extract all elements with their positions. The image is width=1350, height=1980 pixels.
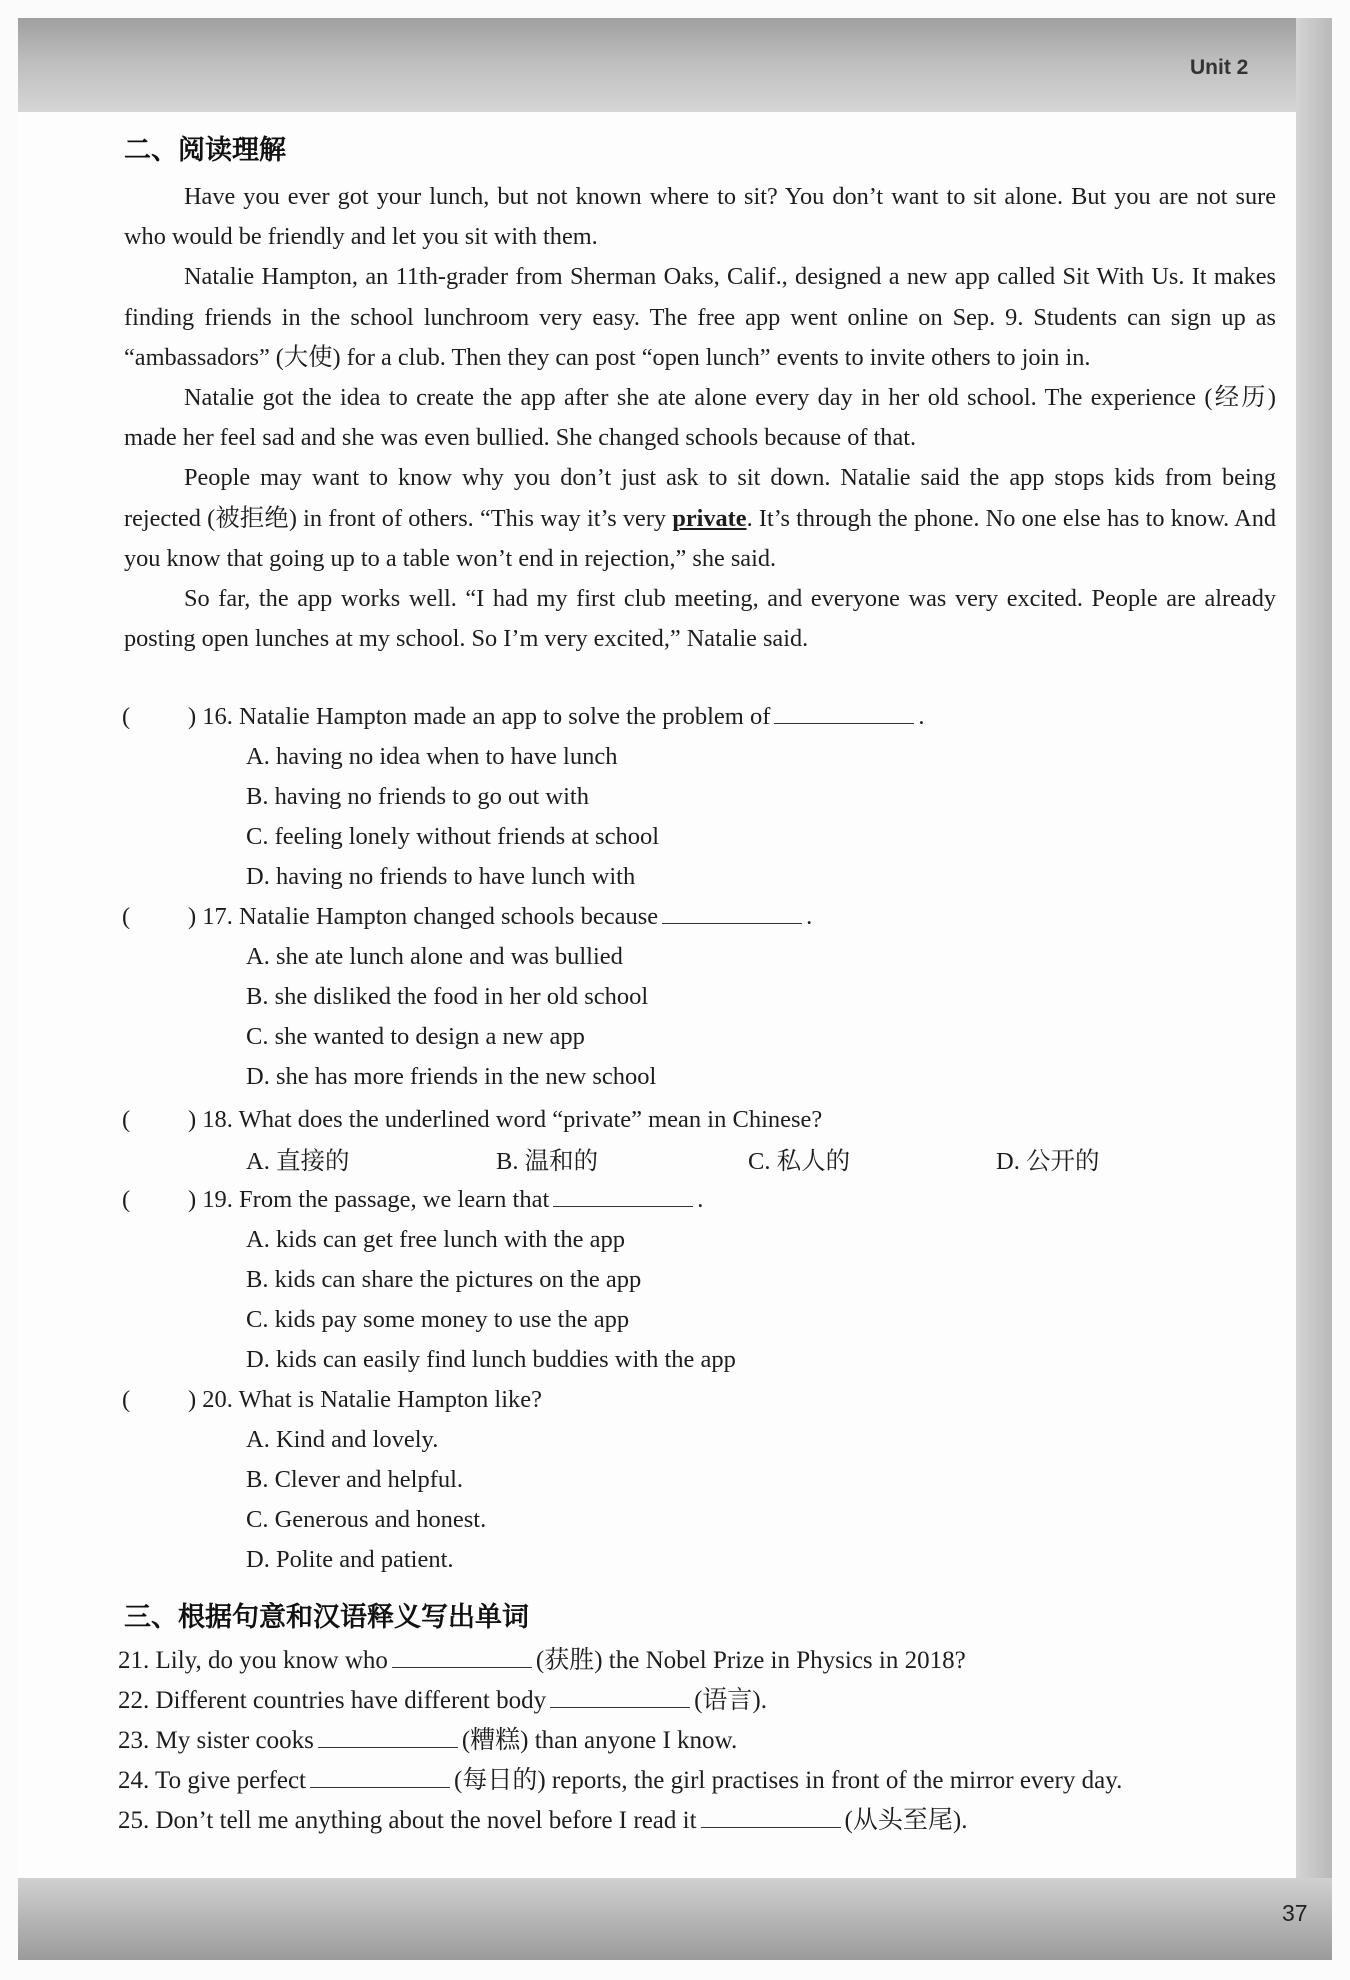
answer-blank[interactable] bbox=[392, 1641, 532, 1668]
answer-blank[interactable] bbox=[553, 1180, 693, 1207]
question-16 bbox=[122, 697, 925, 737]
answer-paren[interactable]: ( bbox=[122, 703, 131, 730]
fill-item-23 bbox=[118, 1721, 737, 1761]
question-16-option-c: C. feeling lonely without friends at school bbox=[246, 823, 660, 850]
paragraph-4-after: . It’s through the phone. No one else has to know. And you know that going up to a table won’t end in rejection,” she said. bbox=[124, 504, 1276, 572]
fill-item-24 bbox=[118, 1761, 1122, 1801]
question-16-option-b: B. having no friends to go out with bbox=[246, 783, 589, 810]
fill-item-hint: (语言). bbox=[694, 1687, 768, 1714]
answer-blank[interactable] bbox=[701, 1801, 841, 1828]
fill-item-hint: (获胜) the Nobel Prize in Physics in 2018? bbox=[535, 1647, 966, 1674]
answer-paren[interactable]: ( bbox=[122, 1386, 131, 1413]
question-16-option-a: A. having no idea when to have lunch bbox=[246, 743, 618, 770]
fill-item-text: 24. To give perfect bbox=[118, 1767, 307, 1794]
question-20-option-b: B. Clever and helpful. bbox=[246, 1466, 464, 1493]
answer-paren[interactable]: ( bbox=[122, 1106, 131, 1133]
paragraph-4-before: People may want to know why you don’t just ask to sit down. Natalie said the app stops kids from being rejected (被拒绝) in front of others. “This way it’s very bbox=[124, 464, 1276, 532]
question-16-option-d: D. having no friends to have lunch with bbox=[246, 863, 636, 890]
question-19-option-b: B. kids can share the pictures on the app bbox=[246, 1266, 642, 1293]
page-bottom-shadow bbox=[18, 1878, 1332, 1960]
page-right-shadow bbox=[1296, 18, 1332, 1878]
question-18-option-c: C. 私人的 bbox=[748, 1148, 851, 1175]
question-18-option-b: B. 温和的 bbox=[496, 1148, 599, 1175]
question-18-option-d: D. 公开的 bbox=[996, 1148, 1100, 1175]
question-18-option-a: A. 直接的 bbox=[246, 1148, 350, 1175]
question-19-option-c: C. kids pay some money to use the app bbox=[246, 1306, 630, 1333]
question-17-option-a: A. she ate lunch alone and was bullied bbox=[246, 943, 623, 970]
question-17-option-c: C. she wanted to design a new app bbox=[246, 1023, 585, 1050]
page-number: 37 bbox=[1282, 1900, 1308, 1926]
fill-item-text: 23. My sister cooks bbox=[118, 1727, 314, 1754]
question-17 bbox=[122, 897, 812, 937]
question-20-option-c: C. Generous and honest. bbox=[246, 1506, 487, 1533]
question-20 bbox=[122, 1380, 542, 1420]
question-17-option-b: B. she disliked the food in her old school bbox=[246, 983, 649, 1010]
passage-paragraph-4 bbox=[124, 458, 1276, 579]
fill-item-text: 25. Don’t tell me anything about the novel before I read it bbox=[118, 1807, 697, 1834]
answer-blank[interactable] bbox=[318, 1721, 458, 1748]
question-19-option-d: D. kids can easily find lunch buddies with the app bbox=[246, 1346, 736, 1373]
question-stem: ) 16. Natalie Hampton made an app to solve the problem of bbox=[188, 703, 771, 730]
underlined-word-private: private bbox=[672, 504, 747, 532]
question-end: . bbox=[697, 1186, 704, 1213]
question-end: . bbox=[918, 703, 925, 730]
fill-item-22 bbox=[118, 1681, 767, 1721]
answer-blank[interactable] bbox=[774, 697, 914, 724]
fill-item-hint: (每日的) reports, the girl practises in front of the mirror every day. bbox=[454, 1767, 1123, 1794]
answer-blank[interactable] bbox=[550, 1681, 690, 1708]
answer-paren[interactable]: ( bbox=[122, 1186, 131, 1213]
passage-paragraph-1: Have you ever got your lunch, but not known where to sit? You don’t want to sit alone. But you are not sure who would be friendly and let you sit with them. bbox=[124, 183, 1276, 251]
fill-item-25 bbox=[118, 1801, 967, 1841]
fill-item-21 bbox=[118, 1641, 966, 1681]
reading-passage bbox=[124, 177, 1276, 659]
section-2-title: 二、阅读理解 bbox=[124, 135, 286, 166]
question-stem: ) 18. What does the underlined word “private” mean in Chinese? bbox=[188, 1106, 823, 1133]
section-3-title: 三、根据句意和汉语释义写出单词 bbox=[124, 1602, 529, 1633]
fill-item-text: 21. Lily, do you know who bbox=[118, 1647, 388, 1674]
question-17-option-d: D. she has more friends in the new school bbox=[246, 1063, 657, 1090]
passage-paragraph-3: Natalie got the idea to create the app after she ate alone every day in her old school. The experience (经历) made her feel sad and she was even bullied. She changed schools because of that. bbox=[124, 384, 1276, 452]
question-20-option-a: A. Kind and lovely. bbox=[246, 1426, 439, 1453]
passage-paragraph-5: So far, the app works well. “I had my first club meeting, and everyone was very excited. People are already posting open lunches at my school. So I’m very excited,” Natalie said. bbox=[124, 585, 1276, 653]
question-stem: ) 19. From the passage, we learn that bbox=[188, 1186, 550, 1213]
question-19 bbox=[122, 1180, 703, 1220]
answer-blank[interactable] bbox=[662, 897, 802, 924]
question-20-option-d: D. Polite and patient. bbox=[246, 1546, 454, 1573]
unit-label: Unit 2 bbox=[1190, 56, 1249, 79]
question-end: . bbox=[806, 903, 813, 930]
question-stem: ) 17. Natalie Hampton changed schools because bbox=[188, 903, 659, 930]
answer-paren[interactable]: ( bbox=[122, 903, 131, 930]
fill-item-hint: (糟糕) than anyone I know. bbox=[461, 1727, 738, 1754]
passage-paragraph-2: Natalie Hampton, an 11th-grader from Sherman Oaks, Calif., designed a new app called Sit With Us. It makes finding friends in the school lunchroom very easy. The free app went online on Sep. 9. Students can sign up as “ambassadors” (大使) for a club. Then they can post “open lunch” events to invite others to join in. bbox=[124, 263, 1276, 371]
question-19-option-a: A. kids can get free lunch with the app bbox=[246, 1226, 625, 1253]
page-top-shadow bbox=[18, 18, 1332, 112]
fill-item-hint: (从头至尾). bbox=[844, 1807, 968, 1834]
question-stem: ) 20. What is Natalie Hampton like? bbox=[188, 1386, 543, 1413]
answer-blank[interactable] bbox=[310, 1761, 450, 1788]
question-18 bbox=[122, 1100, 822, 1140]
fill-item-text: 22. Different countries have different body bbox=[118, 1687, 547, 1714]
